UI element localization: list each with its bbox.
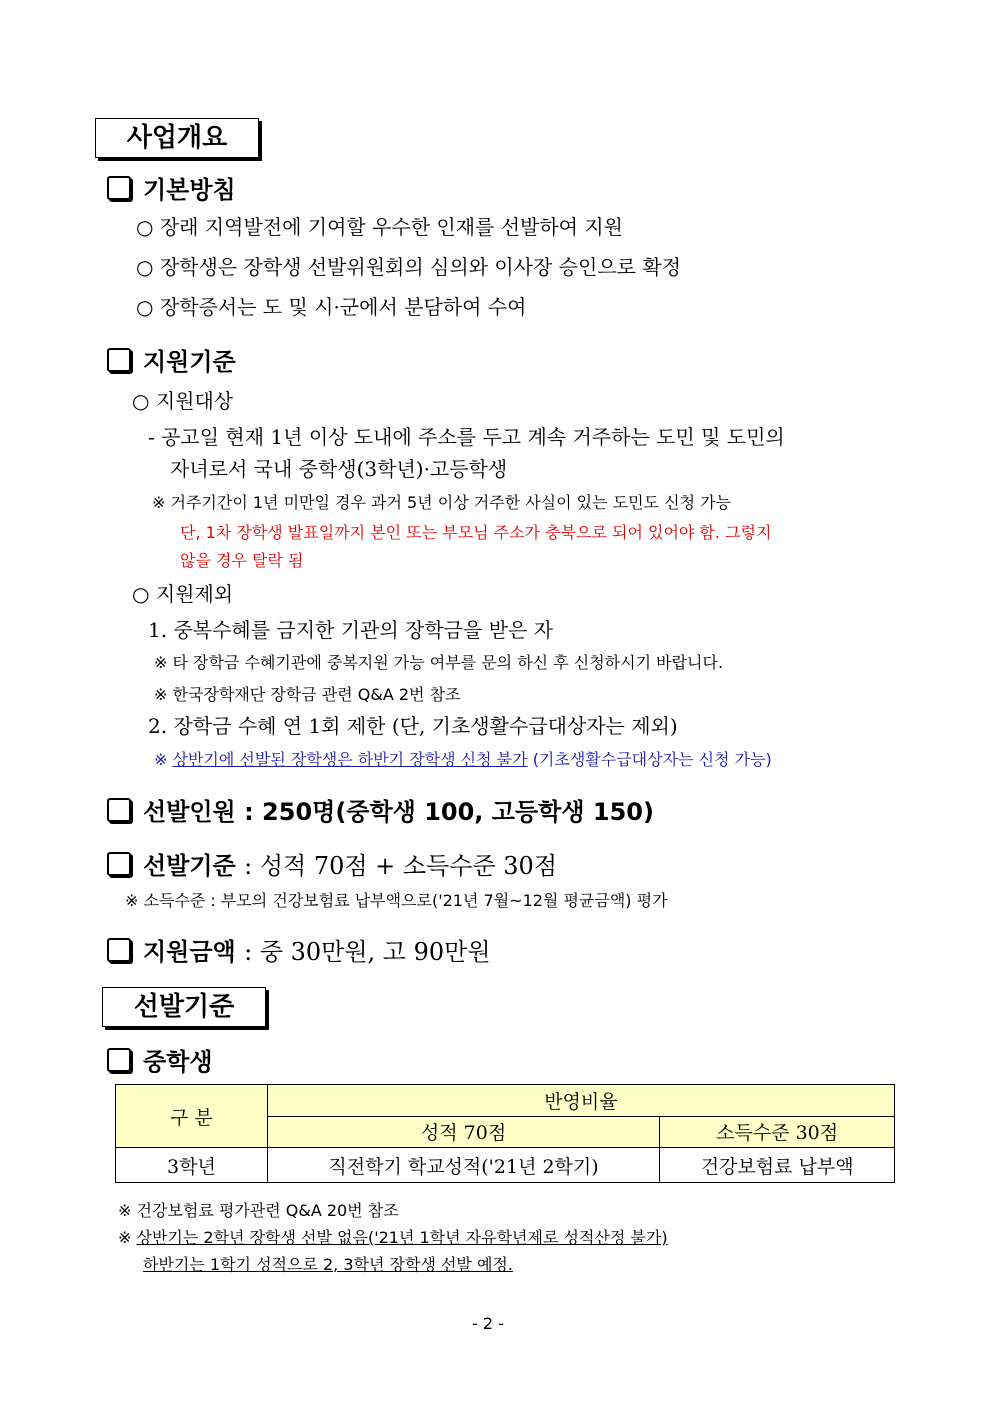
list-item bbox=[136, 211, 623, 240]
exclusion-item-1: 1. 중복수혜를 금지한 기관의 장학금을 받은 자 bbox=[148, 618, 553, 642]
residency-warning-line-1: 단, 1차 장학생 발표일까지 본인 또는 부모님 주소가 충북으로 되어 있어야 함. 그렇지 bbox=[180, 523, 772, 542]
table-cell-grade-level: 3학년 bbox=[116, 1148, 268, 1183]
circle-bullet-icon: ○ bbox=[132, 389, 150, 413]
subheading-exclusion bbox=[132, 578, 233, 607]
residency-warning-line-2: 않을 경우 탈락 됨 bbox=[180, 551, 304, 570]
item-text: 장래 지역발전에 기여할 우수한 인재를 선발하여 지원 bbox=[159, 215, 623, 239]
note-text: 거주기간이 1년 미만일 경우 과거 5년 이상 거주한 사실이 있는 도민도 신청 가능 bbox=[170, 493, 732, 512]
heading-text: 중학생 bbox=[143, 1048, 213, 1076]
target-line-2: 자녀로서 국내 중학생(3학년)·고등학생 bbox=[170, 457, 508, 481]
circle-bullet-icon: ○ bbox=[136, 295, 154, 319]
heading-basic-policy bbox=[107, 170, 236, 205]
criteria-table bbox=[115, 1084, 895, 1183]
section-title-selection bbox=[102, 987, 266, 1027]
subheading-target bbox=[132, 385, 233, 414]
heading-support-amount bbox=[107, 932, 491, 967]
checkbox-square-icon bbox=[107, 1048, 131, 1072]
note-text: 한국장학재단 장학금 관련 Q&A 2번 참조 bbox=[172, 685, 461, 704]
note-underlined-text: 상반기에 선발된 장학생은 하반기 장학생 신청 불가 bbox=[172, 750, 528, 769]
table-note-2-line-2: 하반기는 1학기 성적으로 2, 3학년 장학생 선발 예정. bbox=[143, 1255, 513, 1274]
amount-value: : 중 30만원, 고 90만원 bbox=[244, 938, 491, 966]
table-header-income: 소득수준 30점 bbox=[660, 1116, 895, 1148]
exclusion-label: 지원제외 bbox=[155, 582, 234, 606]
note-text: (기초생활수급대상자는 신청 가능) bbox=[532, 750, 772, 769]
note-text: 타 장학금 수혜기관에 중복지원 가능 여부를 문의 하신 후 신청하시기 바랍니다. bbox=[172, 653, 724, 672]
checkbox-square-icon bbox=[107, 938, 131, 962]
list-item bbox=[136, 251, 681, 280]
headcount-label: 선발인원 : bbox=[143, 798, 263, 826]
page-number: - 2 - bbox=[472, 1314, 504, 1333]
headcount-value: 250명(중학생 100, 고등학생 150) bbox=[262, 798, 654, 826]
section-title-text: 사업개요 bbox=[126, 123, 228, 153]
table-cell-grade-basis: 직전학기 학교성적('21년 2학기) bbox=[267, 1148, 659, 1183]
reference-mark-icon: ※ bbox=[154, 685, 168, 704]
reference-mark-icon: ※ bbox=[154, 750, 168, 769]
circle-bullet-icon: ○ bbox=[136, 255, 154, 279]
exclusion-note bbox=[154, 682, 461, 705]
heading-selection-criteria bbox=[107, 846, 557, 881]
checkbox-square-icon bbox=[107, 176, 131, 200]
table-note-1: ※ 건강보험료 평가관련 Q&A 20번 참조 bbox=[118, 1201, 399, 1220]
reference-mark-icon: ※ bbox=[152, 493, 166, 512]
table-row bbox=[116, 1148, 895, 1183]
list-item bbox=[136, 291, 526, 320]
heading-support-criteria bbox=[107, 342, 236, 377]
circle-bullet-icon: ○ bbox=[132, 582, 150, 606]
table-note-2 bbox=[118, 1225, 668, 1248]
target-label: 지원대상 bbox=[155, 389, 234, 413]
reference-mark-icon: ※ bbox=[118, 1228, 137, 1247]
table-header-ratio: 반영비율 bbox=[267, 1085, 894, 1117]
heading-middle-school bbox=[107, 1042, 213, 1077]
exclusion-item-2: 2. 장학금 수혜 연 1회 제한 (단, 기초생활수급대상자는 제외) bbox=[148, 714, 678, 738]
selection-label: 선발기준 bbox=[143, 852, 236, 880]
exclusion-note-blue bbox=[154, 747, 772, 770]
heading-text: 기본방침 bbox=[143, 176, 236, 204]
selection-note: ※ 소득수준 : 부모의 건강보험료 납부액으로('21년 7월~12월 평균금액) 평가 bbox=[125, 891, 668, 910]
residency-note bbox=[152, 490, 731, 513]
heading-headcount bbox=[107, 792, 654, 827]
table-header-grade: 성적 70점 bbox=[267, 1116, 659, 1148]
checkbox-square-icon bbox=[107, 798, 131, 822]
item-text: 장학증서는 도 및 시·군에서 분담하여 수여 bbox=[159, 295, 527, 319]
note-underlined-text: 상반기는 2학년 장학생 선발 없음('21년 1학년 자유학년제로 성적산정 불가) bbox=[136, 1228, 668, 1247]
item-text: 장학생은 장학생 선발위원회의 심의와 이사장 승인으로 확정 bbox=[159, 255, 681, 279]
circle-bullet-icon: ○ bbox=[136, 215, 154, 239]
checkbox-square-icon bbox=[107, 348, 131, 372]
exclusion-note bbox=[154, 650, 723, 673]
heading-text: 지원기준 bbox=[143, 348, 236, 376]
checkbox-square-icon bbox=[107, 852, 131, 876]
table-header-category: 구 분 bbox=[116, 1085, 268, 1148]
section-title-overview bbox=[95, 118, 259, 158]
table-cell-income-basis: 건강보험료 납부액 bbox=[660, 1148, 895, 1183]
selection-value: : 성적 70점 + 소득수준 30점 bbox=[244, 852, 557, 880]
section-title-text: 선발기준 bbox=[133, 992, 235, 1022]
reference-mark-icon: ※ bbox=[154, 653, 168, 672]
target-line-1: - 공고일 현재 1년 이상 도내에 주소를 두고 계속 거주하는 도민 및 도민의 bbox=[148, 425, 785, 449]
amount-label: 지원금액 bbox=[143, 938, 236, 966]
